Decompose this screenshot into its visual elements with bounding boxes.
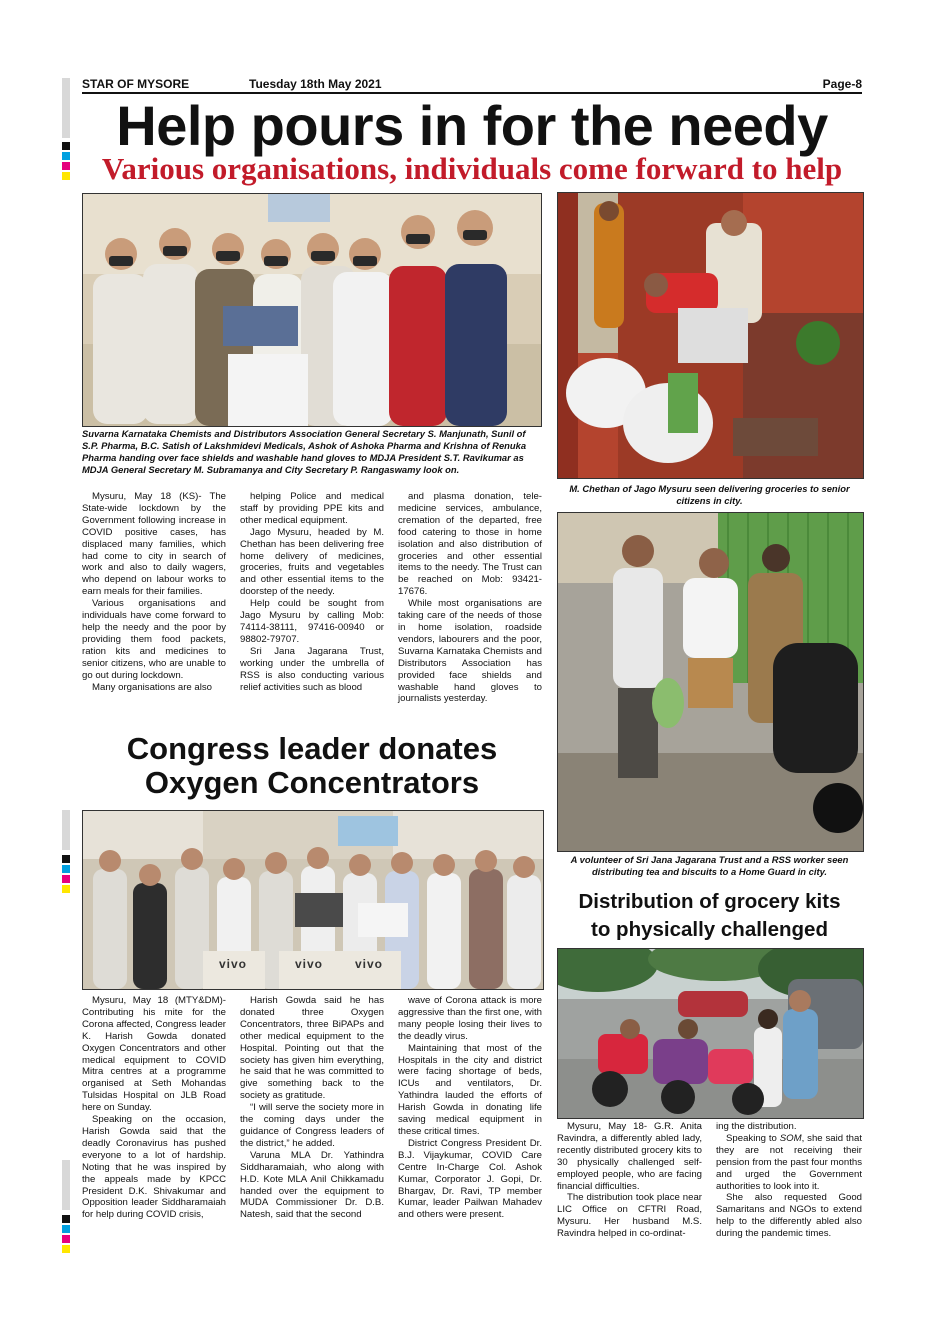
paragraph: Maintaining that most of the Hospitals in the city and district were facing shortage of beds, ICUs and ventilators, Dr. Yathindra lauded the efforts of Harish Gowda in donating life saving medical equipment in these critical times. [398,1042,542,1137]
story2-column-2 [240,995,384,1221]
paragraph: helping Police and medical staff by providing PPE kits and other medical equipment. [240,491,384,526]
photo-caption-chemists: Suvarna Karnataka Chemists and Distributors Association General Secretary S. Manjunath, Sunil of S.P. Pharma, B.C. Satish of Lakshmidevi Medicals, Ashok of Ashoka Pharma and Krishna of Renuka Pharma handing over face shields and washable hand gloves to MDJA President S.T. Ravikumar as MDJA General Secretary M. Subramanya and City Secretary P. Rangaswamy look on. [82,428,527,475]
paragraph: wave of Corona attack is more aggressive than the first one, with many people losing their lives to the deadly virus. [398,995,542,1042]
story1-column-2 [240,491,384,693]
paragraph: ing the distribution. [716,1121,797,1132]
paragraph: Sri Jana Jagarana Trust, working under the umbrella of RSS is also conducting various relief activities such as blood [240,645,384,693]
registration-mark [62,142,70,150]
paragraph: “I will serve the society more in the coming days under the guidance of Congress leaders of the district,” he added. [240,1102,384,1149]
paragraph: She also requested Good Samaritans and NGOs to extend help to the differently abled also during the pandemic times. [716,1192,862,1240]
text-run: Speaking to [726,1132,780,1144]
photo-jago-mysuru [557,192,864,479]
photo-home-guard [557,512,864,852]
registration-mark [62,1225,70,1233]
registration-mark [62,1245,70,1253]
registration-mark [62,1215,70,1223]
registration-bar [62,78,70,138]
box-label: vivo [355,957,384,971]
headline: Help pours in for the needy [116,94,828,157]
paper-name: STAR OF MYSORE [82,77,190,91]
paragraph: Varuna MLA Dr. Yathindra Siddharamaiah, who along with H.D. Kote MLA Anil Chikkamadu handed over the equipment to MUDA Commissioner Dr. D.B. Natesh, said that the second [240,1149,384,1221]
box-label: vivo [219,957,248,971]
paragraph: Jago Mysuru, headed by M. Chethan has been delivering free home delivery of medicines, groceries, fruits and vegetables and other essential items to the doorstep of the needy. [240,526,384,598]
publication-name: SOM [779,1132,802,1144]
headline-grocery-kits [557,888,862,944]
paragraph: and plasma donation, tele-medicine services, ambulance, cremation of the departed, free food catering to those in home isolation and also distribution of groceries and other essential items to the needy. The Trust can be reached on Mob: 93421-17676. [398,491,542,598]
story3-column-2 [716,1121,862,1240]
registration-bar [62,810,70,850]
box-label: vivo [295,957,324,971]
paragraph: District Congress President Dr. B.J. Vijaykumar, COVID Care Centre In-Charge Col. Ashok Kumar, Corporator J. Gopi, Dr. Bhargav, Dr. Ravi, TP member Kumar, leader Pailwan Mahadev and others were present. [398,1137,542,1221]
story2-column-3 [398,995,542,1221]
registration-mark [62,865,70,873]
registration-mark [62,1235,70,1243]
paragraph: Many organisations are also [92,681,212,693]
masthead [82,77,862,91]
registration-mark [62,152,70,160]
paragraph: Speaking on the occasion, Harish Gowda said that the deadly Coronavirus has pushed everyone to a lot of hardship. Noting that he was inspired by the appeals made by KPCC President D.K. Shivakumar and Opposition leader Siddharamaiah for help during COVID crisis, [82,1114,226,1221]
story2-column-1 [82,995,226,1221]
photo-caption-jago-mysuru: M. Chethan of Jago Mysuru seen delivering groceries to senior citizens in city. [569,483,850,506]
story1-column-3 [398,491,542,705]
issue-date: Tuesday 18th May 2021 [249,77,382,91]
paragraph: Mysuru, May 18 (MTY&DM)- Contributing his mite for the Corona affected, Congress leader K. Harish Gowda donated Oxygen Concentrators and other medical equipment to COVID Mitra centres at a programme organised at Seth Mohandas Tulsidas Hospital on JLB Road here on Sunday. [82,995,226,1114]
headline-line: to physically challenged [591,918,828,941]
paragraph: The distribution took place near LIC Office on CFTRI Road, Mysuru. Her husband M.S. Ravindra helped in co-ordinat- [557,1192,702,1240]
registration-mark [62,162,70,170]
paragraph: Mysuru, May 18- G.R. Anita Ravindra, a differently abled lady, recently distributed grocery kits to 30 physically challenged self-employed people, who are facing financial difficulties. [557,1121,702,1192]
text-run: , she said that they are not receiving their pension from the past four months and urged the Government authorities to look into it. [716,1132,862,1192]
registration-bar [62,1160,70,1210]
headline-line: Congress leader donates [126,731,498,766]
registration-mark [62,855,70,863]
paragraph: Help could be sought from Jago Mysuru by calling Mob: 74114-38111, 97416-00940 or 98802-79707. [240,598,384,645]
photo-caption-home-guard: A volunteer of Sri Jana Jagarana Trust and a RSS worker seen distributing tea and biscuits to a Home Guard in city. [570,854,849,877]
headline-line: Distribution of grocery kits [578,890,841,913]
story3-column-1 [557,1121,702,1240]
story1-column-1 [82,491,226,693]
registration-mark [62,172,70,180]
headline-line: Oxygen Concentrators [144,765,480,800]
paragraph [716,1133,862,1193]
registration-mark [62,875,70,883]
photo-chemists-handover [82,193,542,427]
photo-oxygen-concentrators [82,810,544,990]
headline-congress-leader [82,732,542,800]
paragraph: Mysuru, May 18 (KS)- The State-wide lockdown by the Government following increase in COVID positive cases, has displaced many families, which had come to city in search of work and also to daily wagers, who depend on labour works to earn meals for their families. [82,491,226,598]
page-number: Page-8 [822,77,862,91]
registration-mark [62,885,70,893]
paragraph: While most organisations are taking care of the needs of those in home isolation, roadside vendors, labourers and the poor, Suvarna Karnataka Chemists and Distributors Association has provided face shields and washable hand gloves to journalists yesterday. [398,598,542,705]
subheadline: Various organisations, individuals come forward to help [101,151,843,186]
paragraph: Various organisations and individuals have come forward to help the needy and the poor by providing them food packets, ration kits and medicines to senior citizens, who are unable to go out during lockdown. [82,598,226,681]
paragraph: Harish Gowda said he has donated three Oxygen Concentrators, three BiPAPs and other medical equipment to the Hospital. Pointing out that the society has given him everything, he said that he was committed to give something back to the society as gratitude. [240,995,384,1102]
photo-grocery-distribution [557,948,864,1119]
